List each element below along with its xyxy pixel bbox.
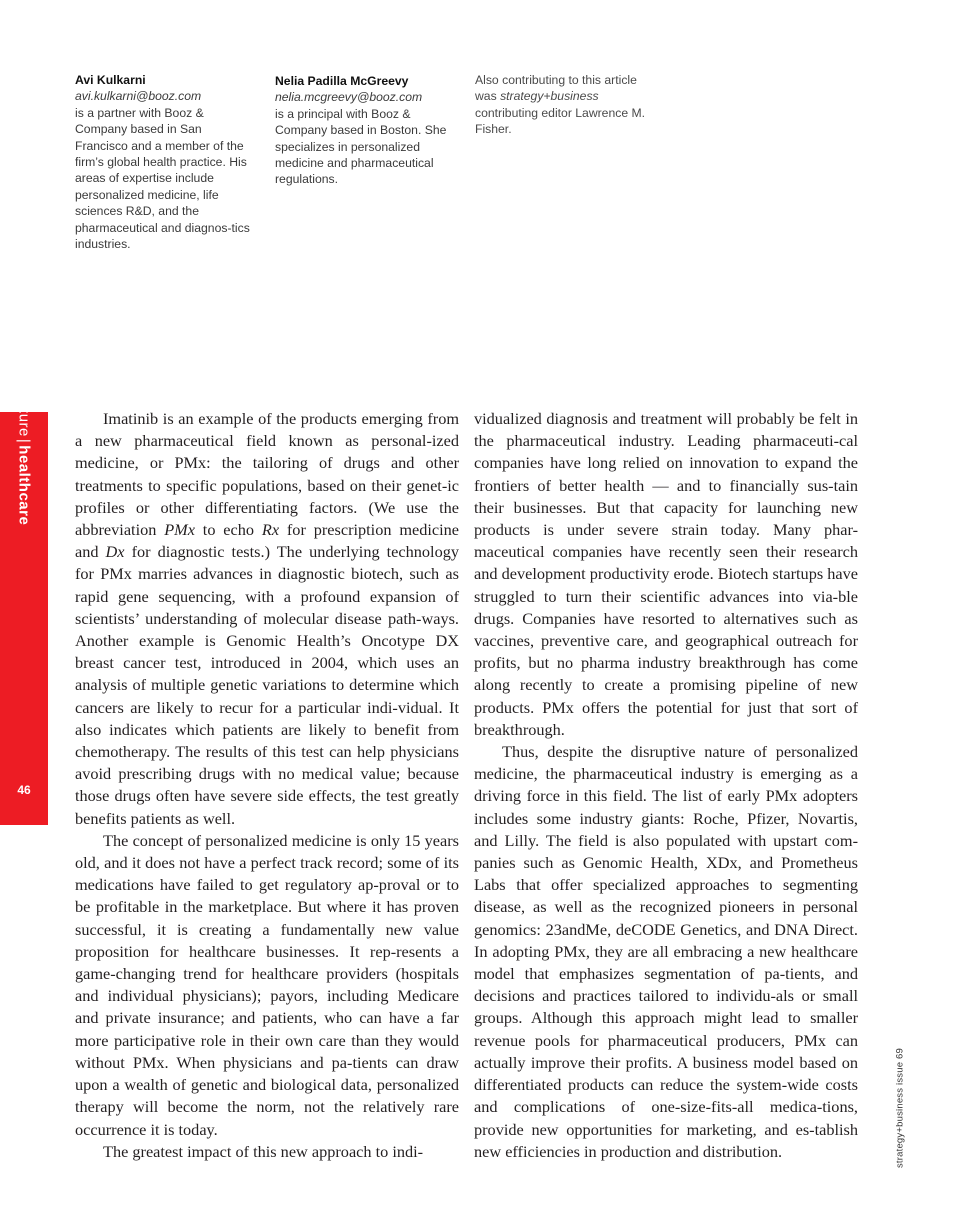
author-email[interactable]: avi.kulkarni@booz.com	[75, 89, 202, 104]
author-name: Avi Kulkarni	[75, 73, 146, 87]
author-bios	[75, 72, 875, 262]
body-paragraph-3-start: The greatest impact of this new approach to indi-	[103, 1141, 424, 1161]
author-email[interactable]: nelia.mcgreevy@booz.com	[275, 90, 423, 105]
p1-italic-rx: Rx	[261, 520, 280, 540]
p1-text-d: for diagnostic tests.) The underlying technology for PMx marries advances in diagnostic biotech, such as rapid gene sequencing, with a profound expansion of scientists’ understanding of molecular disease path-ways. Another example is Genomic Health’s Oncotype DX breast cancer test, introduced in 2004, which uses an analysis of multiple genetic variations to determine which cancers are likely to recur for a particular indi-vidual. It also indicates which patients are likely to benefit from chemotherapy. The results of this test can help physicians avoid prescribing drugs with no medical value; because those drugs often have severe side effects, the test greatly benefits patients as well.	[75, 542, 459, 828]
body-paragraph-2: The concept of personalized medicine is only 15 years old, and it does not have a perfect track record; some of its medications have failed to get regulatory ap-proval or to be profitable in the marketplace. But where it has proven successful, it is creating a fundamentally new value proposition for healthcare businesses. It rep-resents a game-changing trend for healthcare providers (hospitals and individual physicians); payors, including Medicare and private insurance; and patients, who can have a far more participative role in their own care than they would without PMx. When physicians and pa-tients can draw upon a wealth of genetic and biological data, personalized therapy will become the norm, not the relatively rare occurrence it is today.	[75, 830, 459, 1139]
author-bio-kulkarni	[75, 72, 257, 252]
author-name: Nelia Padilla McGreevy	[275, 74, 409, 88]
section-label-feature: feature	[15, 386, 33, 437]
body-column-left	[75, 408, 459, 1163]
contributor-note	[475, 72, 650, 138]
body-paragraph-1	[75, 408, 459, 830]
p1-text-b: to echo	[194, 520, 262, 540]
contributor-publication: strategy+business	[500, 89, 599, 104]
body-paragraph-4: Thus, despite the disruptive nature of personalized medicine, the pharmaceutical industry is emerging as a driving force in this field. The list of early PMx adopters includes some industry giants: Roche, Pfizer, Novartis, and Lilly. The field is also populated with upstart com-panies such as Genomic Health, XDx, and Prometheus Labs that offer specialized approaches to segmenting disease, as well as the recognized pioneers in personal genomics: 23andMe, deCODE Genetics, and DNA Direct. In adopting PMx, they are all embracing a new healthcare model that emphasizes segmentation of pa-tients, and decisions and practices tailored to individu-als or small groups. Although this approach might lead to smaller revenue pools for pharmaceutical producers, PMx can actually improve their profits. A business model based on differentiated products can reduce the system-wide costs and complications of one-size-fits-all medica-tions, provide new opportunities for marketing, and es-tablish new efficiencies in production and distribution.	[474, 742, 858, 1161]
p1-text-a: Imatinib is an example of the products emerging from a new pharmaceutical field known as personal-ized medicine, or PMx: the tailoring of drugs and other treatments to specific populations, based on their genet-ic profiles or other differentiating factors. (We use the abbreviation	[75, 409, 459, 540]
section-label-healthcare: healthcare	[15, 445, 33, 526]
issue-credit-text: strategy+business issue 69	[894, 1047, 906, 1169]
author-description: is a partner with Booz & Company based in San Francisco and a member of the firm’s global health practice. His areas of expertise include personalized medicine, life sciences R&D, and the pharmaceutical and diagnos-tics industries.	[75, 105, 250, 252]
contributor-pre: Also contributing to this article was	[475, 73, 637, 104]
p1-italic-pmx: PMx	[164, 520, 195, 540]
body-paragraph-3-continued: vidualized diagnosis and treatment will probably be felt in the pharmaceutical industry. Leading pharmaceuti-cal companies have long relied on innovation to expand the frontiers of better health — and to financially sus-tain their businesses. But that capacity for launching new products is under severe strain today. Many phar-maceutical companies have recently seen their research and development productivity erode. Biotech startups have struggled to turn their scientific advances into via-ble drugs. Companies have resorted to alternatives such as vaccines, preventive care, and geographical outreach for profits, but no pharma industry breakthrough has come along recently to create a promising pipeline of new products. PMx offers the potential for just that sort of breakthrough.	[474, 409, 858, 739]
page-number: 46	[17, 783, 31, 797]
author-bio-mcgreevy	[275, 73, 457, 188]
author-description: is a principal with Booz & Company based in Boston. She specializes in personalized medicine and pharmaceutical regulations.	[275, 106, 447, 187]
contributor-post: contributing editor Lawrence M. Fisher.	[475, 105, 646, 137]
section-label-separator: |	[15, 438, 33, 444]
body-column-right	[474, 408, 858, 1163]
p1-text-c: for prescription medicine and	[75, 520, 459, 562]
p1-italic-dx: Dx	[105, 542, 125, 562]
